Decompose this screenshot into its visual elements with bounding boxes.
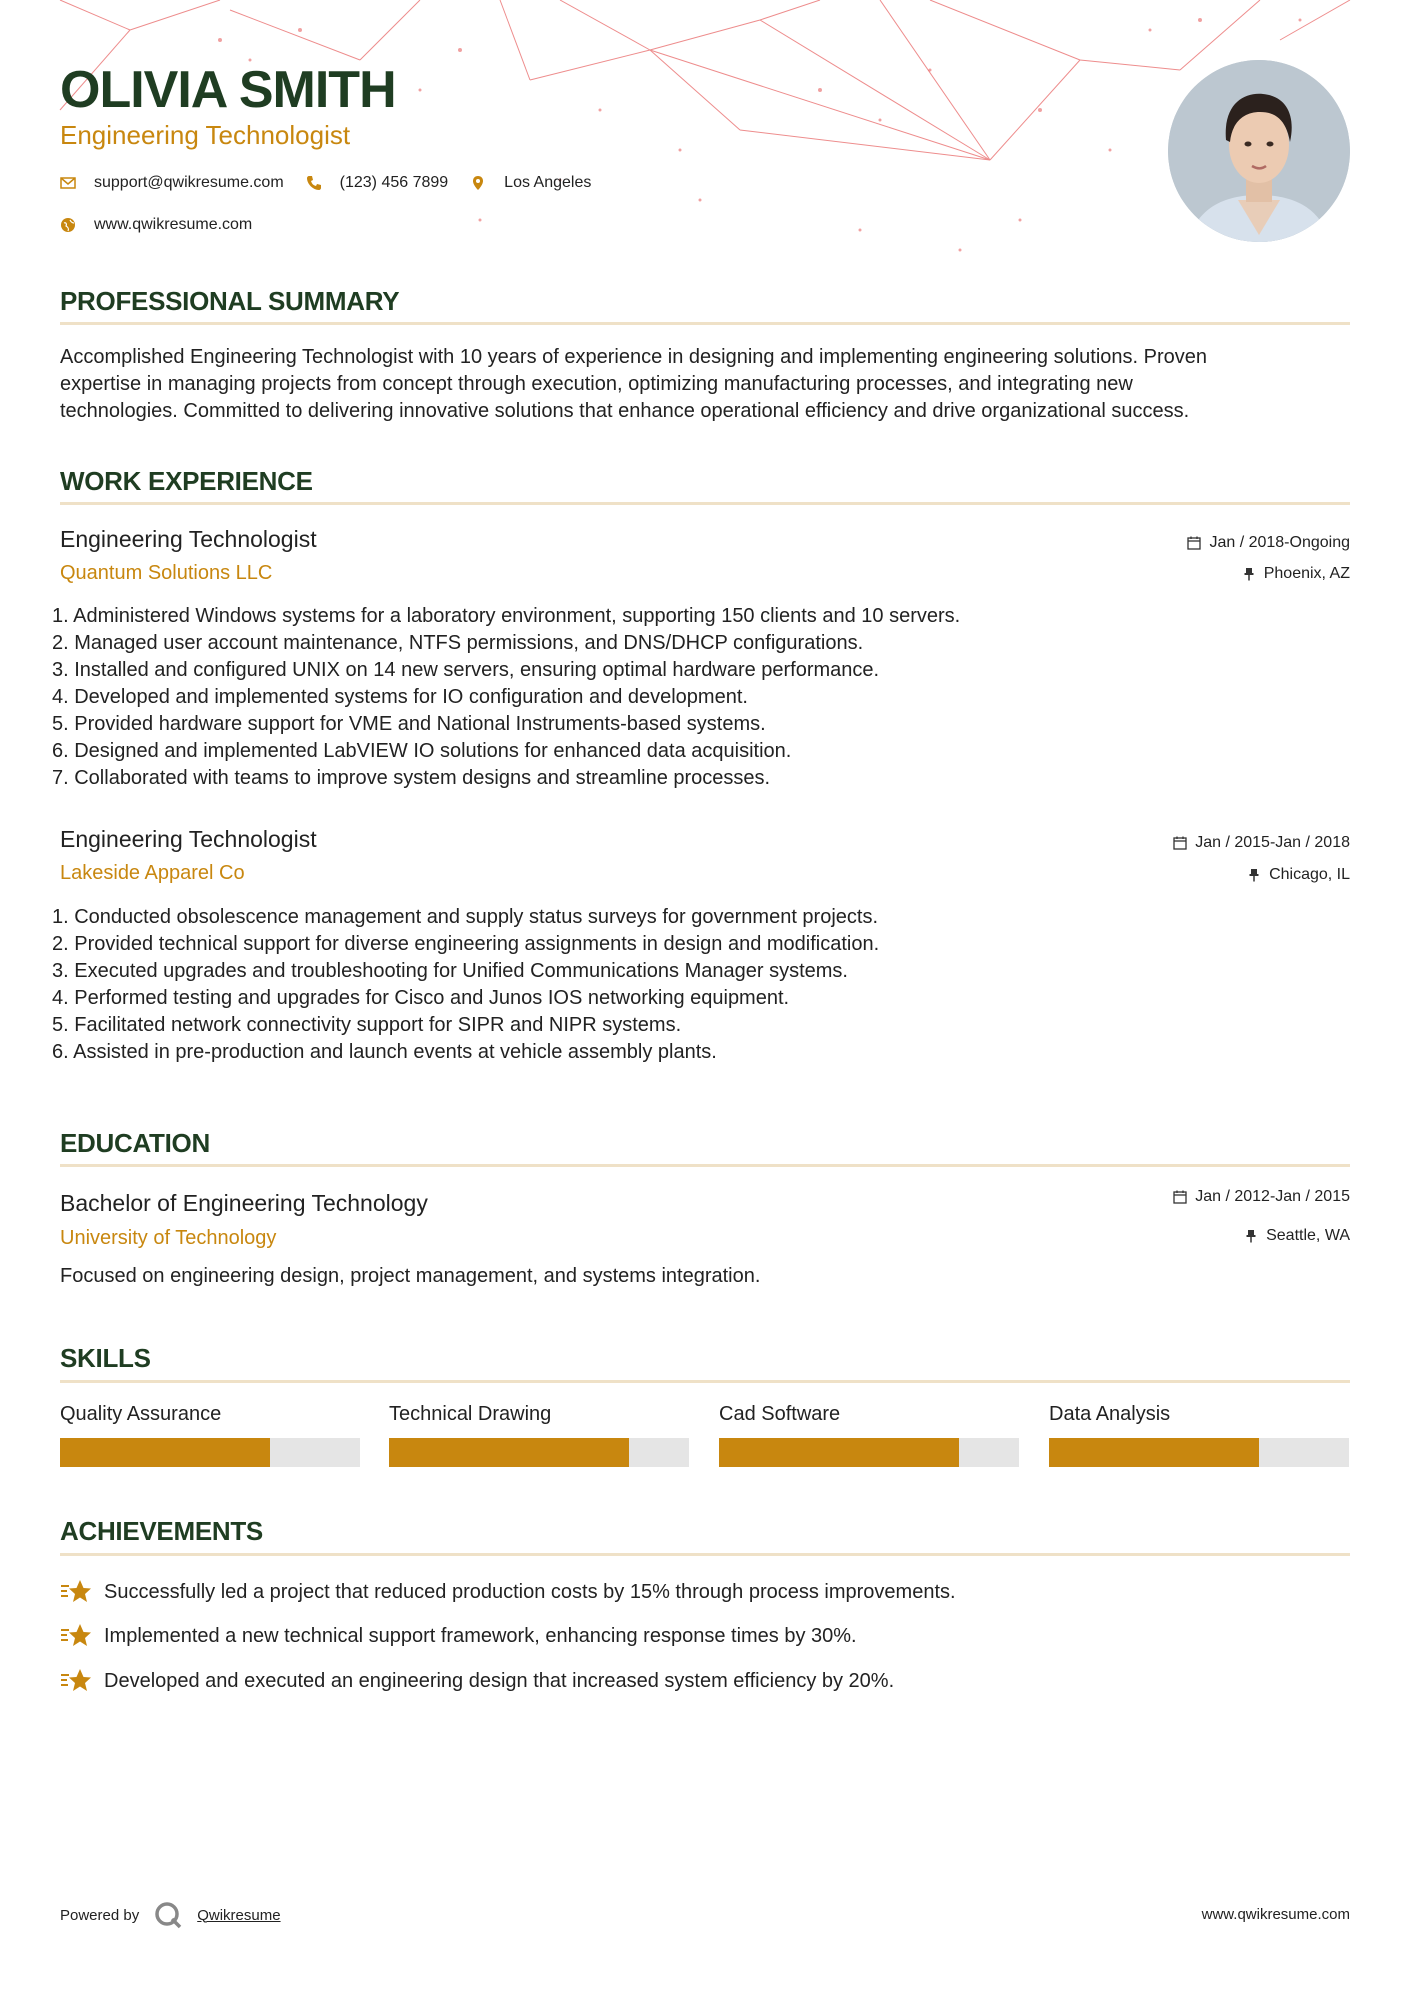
date-text: Jan / 2015-Jan / 2018 xyxy=(1195,834,1350,851)
list-item: 5. Provided hardware support for VME and National Instruments-based systems. xyxy=(52,713,766,735)
list-item: 3. Installed and configured UNIX on 14 new servers, ensuring optimal hardware performance. xyxy=(52,659,880,681)
summary-line: Accomplished Engineering Technologist with 10 years of experience in designing and implementing engineering solutions. Proven xyxy=(60,346,1208,368)
date-text: Jan / 2018-Ongoing xyxy=(1209,534,1350,551)
achievement-text: Developed and executed an engineering design that increased system efficiency by 20%. xyxy=(104,1669,895,1692)
education-location xyxy=(1244,1227,1350,1245)
section-divider xyxy=(60,1553,1350,1556)
job-title: Engineering Technologist xyxy=(60,526,317,552)
map-pin-icon xyxy=(470,175,486,191)
list-item: 3. Executed upgrades and troubleshooting for Unified Communications Manager systems. xyxy=(52,960,848,982)
job-location xyxy=(1242,565,1350,583)
candidate-title: Engineering Technologist xyxy=(60,120,351,150)
globe-icon xyxy=(60,217,76,233)
summary-text xyxy=(60,344,1350,425)
list-item: 4. Performed testing and upgrades for Cisco and Junos IOS networking equipment. xyxy=(52,987,790,1009)
calendar-icon xyxy=(1187,536,1201,550)
footer-url[interactable]: www.qwikresume.com xyxy=(1201,1906,1350,1923)
date-text: Jan / 2012-Jan / 2015 xyxy=(1195,1188,1350,1205)
skill-name: Technical Drawing xyxy=(389,1403,552,1425)
list-item: 6. Designed and implemented LabVIEW IO solutions for enhanced data acquisition. xyxy=(52,740,792,762)
skill-name: Quality Assurance xyxy=(60,1403,222,1425)
job-dates xyxy=(1173,834,1350,852)
pushpin-icon xyxy=(1242,567,1256,581)
skill-item xyxy=(389,1403,689,1467)
candidate-name: OLIVIA SMITH xyxy=(60,61,396,119)
location-text: Chicago, IL xyxy=(1269,866,1350,883)
location-text: Phoenix, AZ xyxy=(1263,565,1350,582)
summary-line: technologies. Committed to delivering innovative solutions that enhance operational efficiency and drive organizational success. xyxy=(60,400,1190,422)
achievement-item xyxy=(60,1622,857,1650)
job-bullets xyxy=(52,603,1342,792)
job-bullets xyxy=(52,904,1342,1066)
achievement-item xyxy=(60,1667,894,1695)
education-heading: EDUCATION xyxy=(60,1128,210,1158)
profile-photo xyxy=(1168,60,1350,242)
skill-bar-fill xyxy=(60,1438,270,1467)
list-item: 1. Administered Windows systems for a laboratory environment, supporting 150 clients and 10 servers. xyxy=(52,605,961,627)
star-icon xyxy=(60,1578,92,1606)
skills-heading: SKILLS xyxy=(60,1343,151,1373)
education-dates xyxy=(1173,1188,1350,1206)
list-item: 4. Developed and implemented systems for IO configuration and development. xyxy=(52,686,748,708)
achievements-heading: ACHIEVEMENTS xyxy=(60,1516,263,1546)
contact-row xyxy=(60,174,591,192)
website-link[interactable]: www.qwikresume.com xyxy=(94,216,253,233)
achievement-text: Successfully led a project that reduced production costs by 15% through process improvements. xyxy=(104,1580,956,1603)
star-icon xyxy=(60,1667,92,1695)
school-name: University of Technology xyxy=(60,1227,277,1249)
job-title: Engineering Technologist xyxy=(60,826,317,852)
achievement-item xyxy=(60,1578,956,1606)
company-name: Quantum Solutions LLC xyxy=(60,562,273,584)
location-text: Los Angeles xyxy=(504,174,592,191)
section-divider xyxy=(60,1164,1350,1167)
skill-bar xyxy=(389,1438,689,1467)
email-link[interactable]: support@qwikresume.com xyxy=(94,174,284,191)
list-item: 1. Conducted obsolescence management and supply status surveys for government projects. xyxy=(52,906,879,928)
phone-number[interactable]: (123) 456 7899 xyxy=(339,174,449,191)
skill-item xyxy=(719,1403,1019,1467)
achievement-text: Implemented a new technical support framework, enhancing response times by 30%. xyxy=(104,1624,857,1647)
company-name: Lakeside Apparel Co xyxy=(60,862,245,884)
experience-heading: WORK EXPERIENCE xyxy=(60,466,313,496)
skill-bar-fill xyxy=(719,1438,959,1467)
list-item: 2. Provided technical support for diverse engineering assignments in design and modification. xyxy=(52,933,880,955)
skill-bar xyxy=(1049,1438,1349,1467)
location-text: Seattle, WA xyxy=(1266,1227,1350,1244)
list-item: 2. Managed user account maintenance, NTFS permissions, and DNS/DHCP configurations. xyxy=(52,632,864,654)
envelope-icon xyxy=(60,175,76,191)
skill-name: Cad Software xyxy=(719,1403,841,1425)
degree-title: Bachelor of Engineering Technology xyxy=(60,1190,428,1216)
list-item: 7. Collaborated with teams to improve system designs and streamline processes. xyxy=(52,767,771,789)
star-icon xyxy=(60,1622,92,1650)
powered-by-label: Powered by xyxy=(60,1906,140,1924)
qwikresume-logo-icon xyxy=(153,1900,183,1930)
skill-item xyxy=(1049,1403,1349,1467)
skill-bar-fill xyxy=(389,1438,629,1467)
section-divider xyxy=(60,1380,1350,1383)
job-dates xyxy=(1187,534,1350,552)
footer-powered-by xyxy=(60,1900,281,1930)
qwikresume-link[interactable]: Qwikresume xyxy=(197,1906,281,1924)
pushpin-icon xyxy=(1247,868,1261,882)
list-item: 5. Facilitated network connectivity support for SIPR and NIPR systems. xyxy=(52,1014,682,1036)
calendar-icon xyxy=(1173,836,1187,850)
job-location xyxy=(1247,866,1350,884)
skill-bar xyxy=(60,1438,360,1467)
website-row xyxy=(60,216,252,234)
summary-line: expertise in managing projects from concept through execution, optimizing manufacturing processes, and integrating new xyxy=(60,373,1133,395)
pushpin-icon xyxy=(1244,1229,1258,1243)
calendar-icon xyxy=(1173,1190,1187,1204)
list-item: 6. Assisted in pre-production and launch events at vehicle assembly plants. xyxy=(52,1041,717,1063)
section-divider xyxy=(60,502,1350,505)
skill-bar-fill xyxy=(1049,1438,1259,1467)
education-description: Focused on engineering design, project management, and systems integration. xyxy=(60,1265,761,1287)
section-divider xyxy=(60,322,1350,325)
phone-icon xyxy=(306,175,322,191)
skill-name: Data Analysis xyxy=(1049,1403,1171,1425)
skill-item xyxy=(60,1403,360,1467)
skill-bar xyxy=(719,1438,1019,1467)
summary-heading: PROFESSIONAL SUMMARY xyxy=(60,286,400,316)
